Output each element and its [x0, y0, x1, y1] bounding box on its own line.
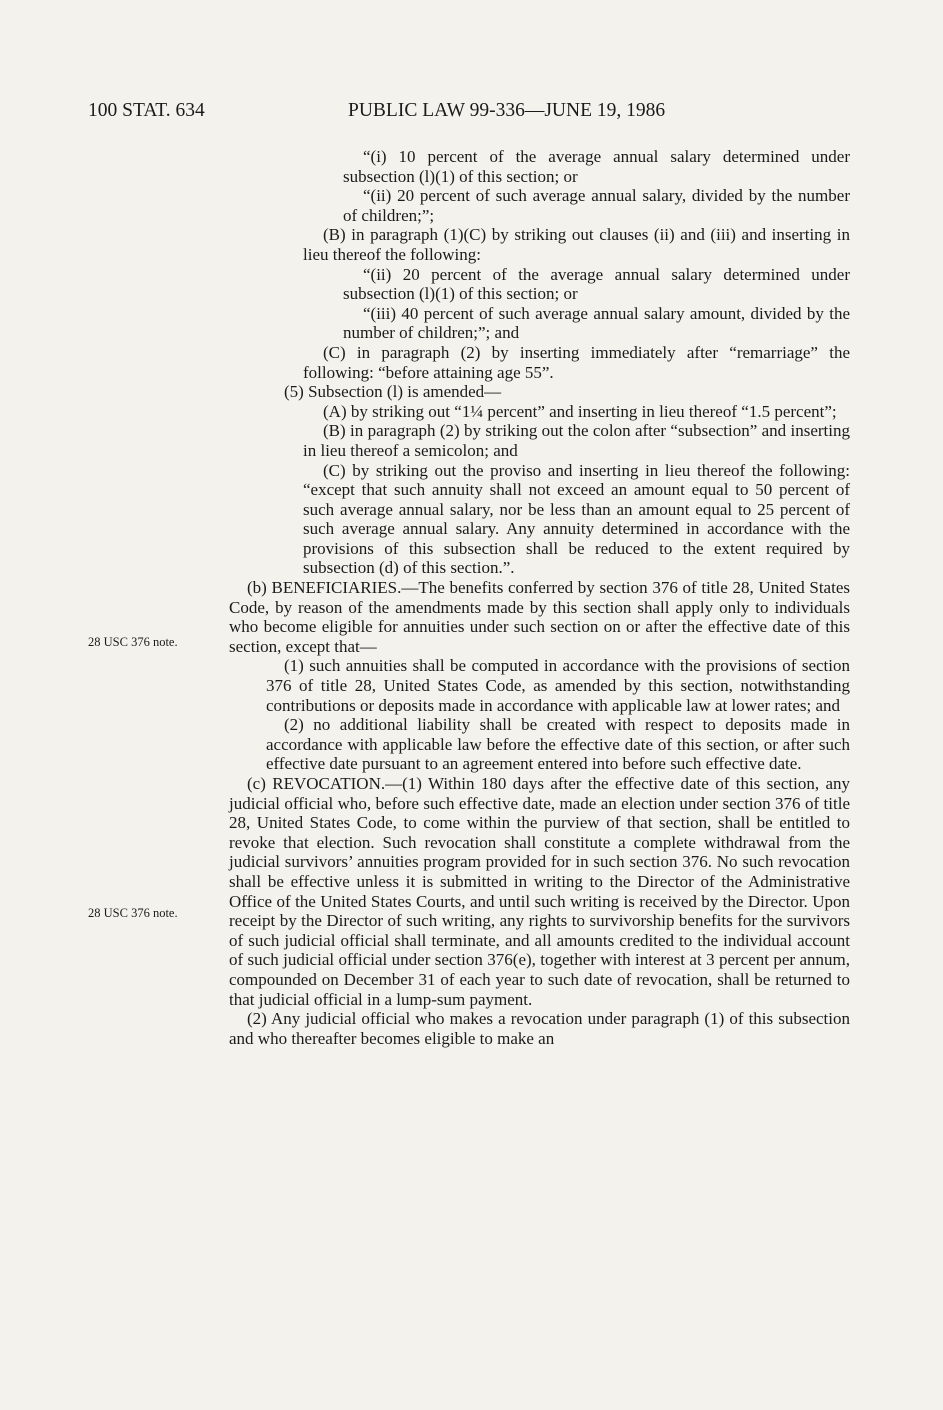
statute-citation: 100 STAT. 634 — [88, 100, 205, 121]
clause-ii: “(ii) 20 percent of such average annual salary, divided by the number of children;”; — [343, 186, 850, 225]
statute-body — [229, 147, 850, 1048]
subparagraph-c-1: (C) in paragraph (2) by inserting immediately after “remarriage” the following: “before attaining age 55”. — [303, 342, 850, 382]
margin-note-revocation: 28 USC 376 note. — [88, 906, 178, 920]
subsection-b-beneficiaries: (b) BENEFICIARIES.—The benefits conferred by section 376 of title 28, United States Code, by reason of the amendments made by this section shall apply only to individuals who become eligible for annuities under such section on or after the effective date of this section, except that— — [229, 578, 850, 656]
paragraph-c-2: (2) Any judicial official who makes a revocation under paragraph (1) of this subsection and who thereafter becomes eligible to make an — [229, 1009, 850, 1048]
subparagraph-b-1: (B) in paragraph (1)(C) by striking out clauses (ii) and (iii) and inserting in lieu thereof the following: — [303, 225, 850, 264]
public-law-title: PUBLIC LAW 99-336—JUNE 19, 1986 — [348, 100, 666, 121]
running-head — [88, 100, 748, 128]
subparagraph-c-2: (C) by striking out the proviso and inserting in lieu thereof the following: “except that such annuity shall not exceed an amount equal to 50 percent of such average annual salary, nor be less than an amount equal to 25 percent of such average annual salary. Any annuity determined in accordance with the provisions of this subsection shall be reduced to the extent required by subsection (d) of this section.”. — [303, 460, 850, 578]
subparagraph-a-2: (A) by striking out “1¼ percent” and inserting in lieu thereof “1.5 percent”; — [323, 401, 837, 421]
margin-note-beneficiaries: 28 USC 376 note. — [88, 635, 178, 649]
subsection-c-revocation: (c) REVOCATION.—(1) Within 180 days after the effective date of this section, any judicial official who, before such effective date, made an election under section 376 of title 28, United States Code, to come within the purview of that section, shall be entitled to revoke that election. Such revocation shall constitute a complete withdrawal from the judicial survivors’ annuities program provided for in such section 376. No such revocation shall be effective unless it is submitted in writing to the Director of the Administrative Office of the United States Courts, and until such writing is received by the Director. Upon receipt by the Director of such writing, any rights to survivorship benefits for the survivors of such judicial official shall terminate, and all amounts credited to the individual account of such judicial official under section 376(e), together with interest at 3 percent per annum, compounded on December 31 of each year to such date of revocation, shall be returned to that judicial official in a lump-sum payment. — [229, 774, 850, 1009]
clause-ii-new: “(ii) 20 percent of the average annual salary determined under subsection (l)(1) of this section; or — [343, 264, 850, 304]
subparagraph-b-2: (B) in paragraph (2) by striking out the colon after “subsection” and inserting in lieu thereof a semicolon; and — [303, 421, 850, 460]
paragraph-5: (5) Subsection (l) is amended— — [284, 382, 502, 402]
paragraph-b-2: (2) no additional liability shall be created with respect to deposits made in accordance with applicable law before the effective date of this section, or after such effective date pursuant to an agreement entered into before such effective date. — [266, 715, 850, 774]
clause-i: “(i) 10 percent of the average annual salary determined under subsection (l)(1) of this section; or — [343, 147, 850, 186]
paragraph-b-1: (1) such annuities shall be computed in accordance with the provisions of section 376 of title 28, United States Code, as amended by this section, notwithstanding contributions or deposits made in accordance with applicable law at lower rates; and — [266, 656, 850, 715]
clause-iii-new: “(iii) 40 percent of such average annual salary amount, divided by the number of children;”; and — [343, 303, 850, 343]
